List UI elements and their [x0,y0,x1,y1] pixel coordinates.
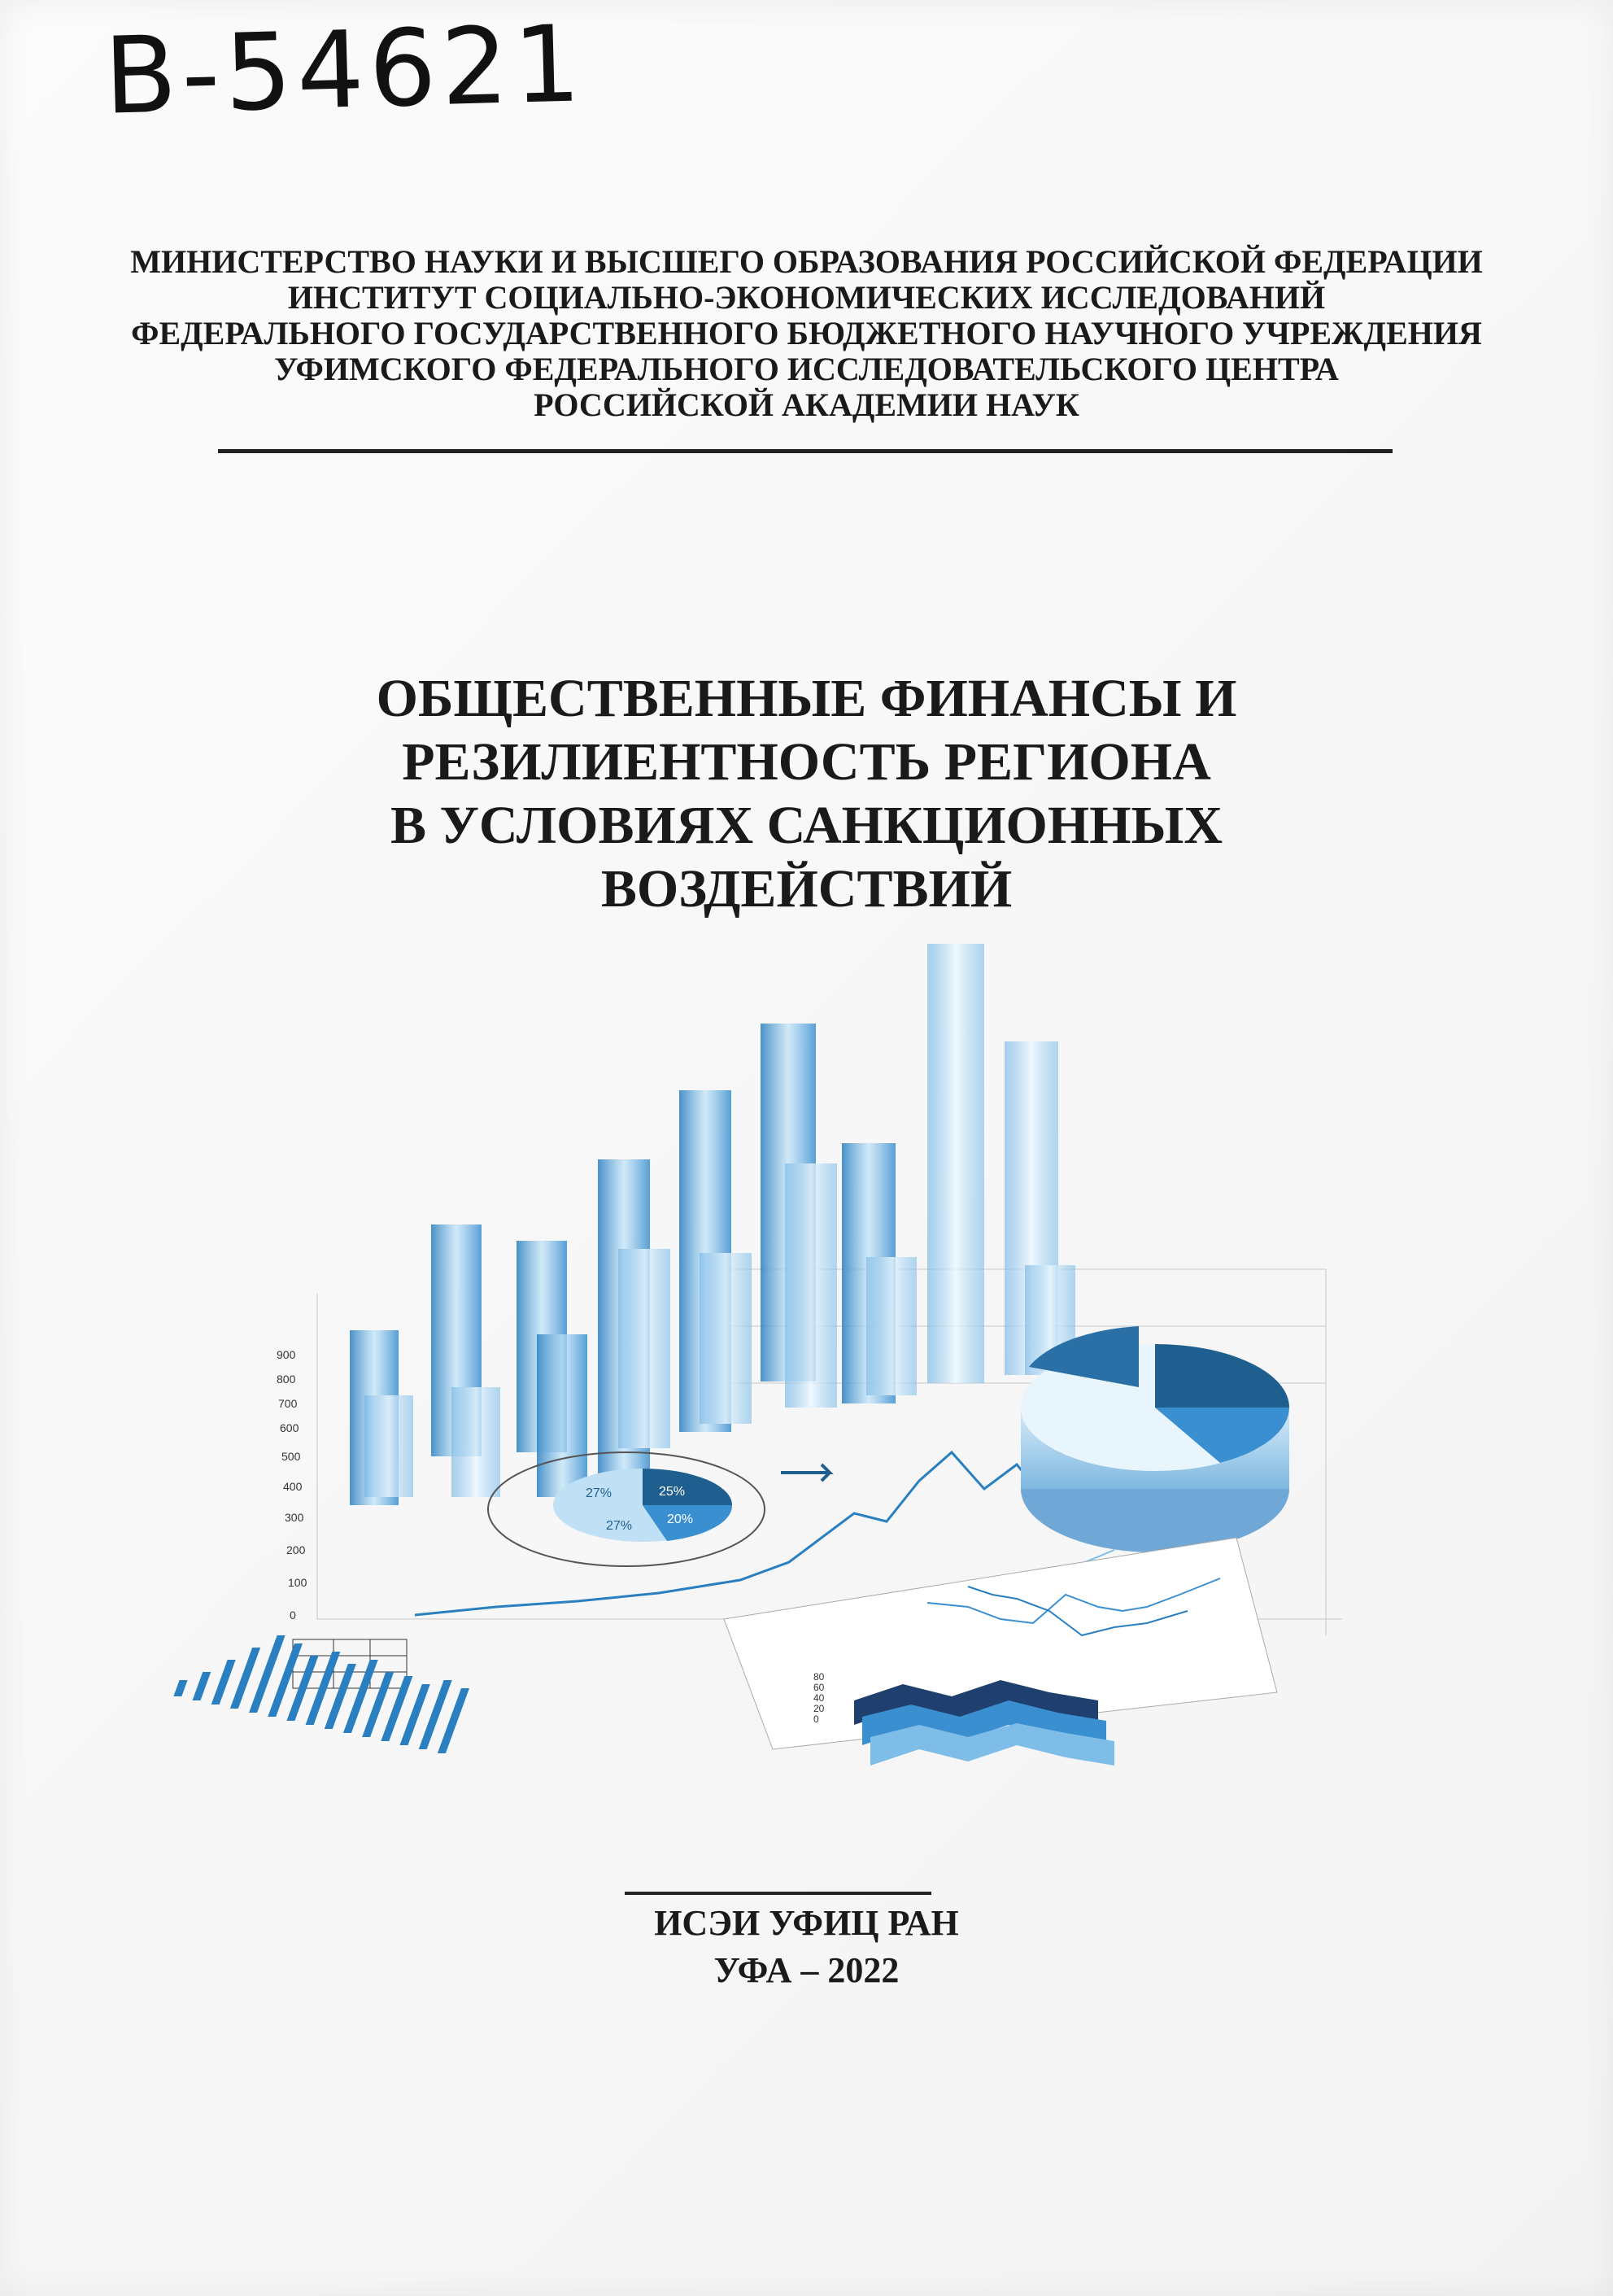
histogram [173,1635,469,1753]
org-line: МИНИСТЕРСТВО НАУКИ И ВЫСШЕГО ОБРАЗОВАНИЯ РОССИЙСКОЙ ФЕДЕРАЦИИ [130,243,1483,280]
org-line: ИНСТИТУТ СОЦИАЛЬНО-ЭКОНОМИЧЕСКИХ ИССЛЕДОВАНИЙ [287,279,1326,316]
book-title [0,667,1613,921]
axis-tick-label: 0 [813,1713,819,1725]
axis-tick-label: 60 [813,1682,825,1693]
title-line: РЕЗИЛИЕНТНОСТЬ РЕГИОНА [402,732,1211,792]
publisher-name: ИСЭИ УФИЦ РАН [654,1903,959,1943]
publisher-block [0,1900,1613,1994]
axis-tick-label: 200 [286,1543,306,1556]
glass-bar [927,944,984,1383]
place-year: УФА – 2022 [713,1950,900,1990]
axis-tick-label: 400 [283,1480,303,1493]
pie-label: 20% [667,1512,694,1526]
org-line: УФИМСКОГО ФЕДЕРАЛЬНОГО ИССЛЕДОВАТЕЛЬСКОГО ЦЕНТРА [274,351,1339,387]
pie-label: 25% [659,1485,686,1499]
axis-tick-label: 600 [280,1421,299,1434]
glass-bar [700,1253,752,1424]
org-line: ФЕДЕРАЛЬНОГО ГОСУДАРСТВЕННОГО БЮДЖЕТНОГО НАУЧНОГО УЧРЕЖДЕНИЯ [131,315,1482,351]
arrow-icon [781,1464,830,1481]
axis-tick-label: 900 [277,1348,296,1361]
large-3d-pie-chart [1021,1326,1289,1552]
axis-tick-label: 300 [285,1511,304,1524]
glass-bar [785,1163,837,1408]
publisher-divider [625,1892,931,1895]
title-line: В УСЛОВИЯХ САНКЦИОННЫХ [390,796,1223,855]
axis-tick-label: 20 [813,1703,825,1714]
small-pie-chart [488,1452,765,1566]
organization-header [0,244,1613,423]
glass-bar [364,1395,413,1497]
axis-tick-label: 0 [290,1609,296,1622]
glass-bar [618,1249,670,1448]
title-line: ОБЩЕСТВЕННЫЕ ФИНАНСЫ И [376,669,1237,728]
pie-label: 27% [606,1519,633,1533]
glass-bar [537,1334,587,1497]
finance-charts-illustration [277,944,1342,1822]
org-line: РОССИЙСКОЙ АКАДЕМИИ НАУК [534,386,1079,423]
title-line: ВОЗДЕЙСТВИЙ [600,859,1013,919]
header-divider [218,449,1393,453]
axis-tick-label: 40 [813,1692,825,1704]
axis-tick-label: 800 [277,1373,296,1386]
pie-label: 27% [586,1486,613,1500]
axis-tick-label: 100 [288,1576,307,1589]
axis-tick-label: 80 [813,1671,825,1683]
axis-tick-label: 500 [281,1450,301,1463]
axis-tick-labels [277,1348,307,1622]
glass-bar [866,1257,917,1395]
glass-bar [451,1387,500,1497]
handwritten-call-number: B-54621 [102,2,587,138]
axis-tick-label: 700 [278,1397,298,1410]
